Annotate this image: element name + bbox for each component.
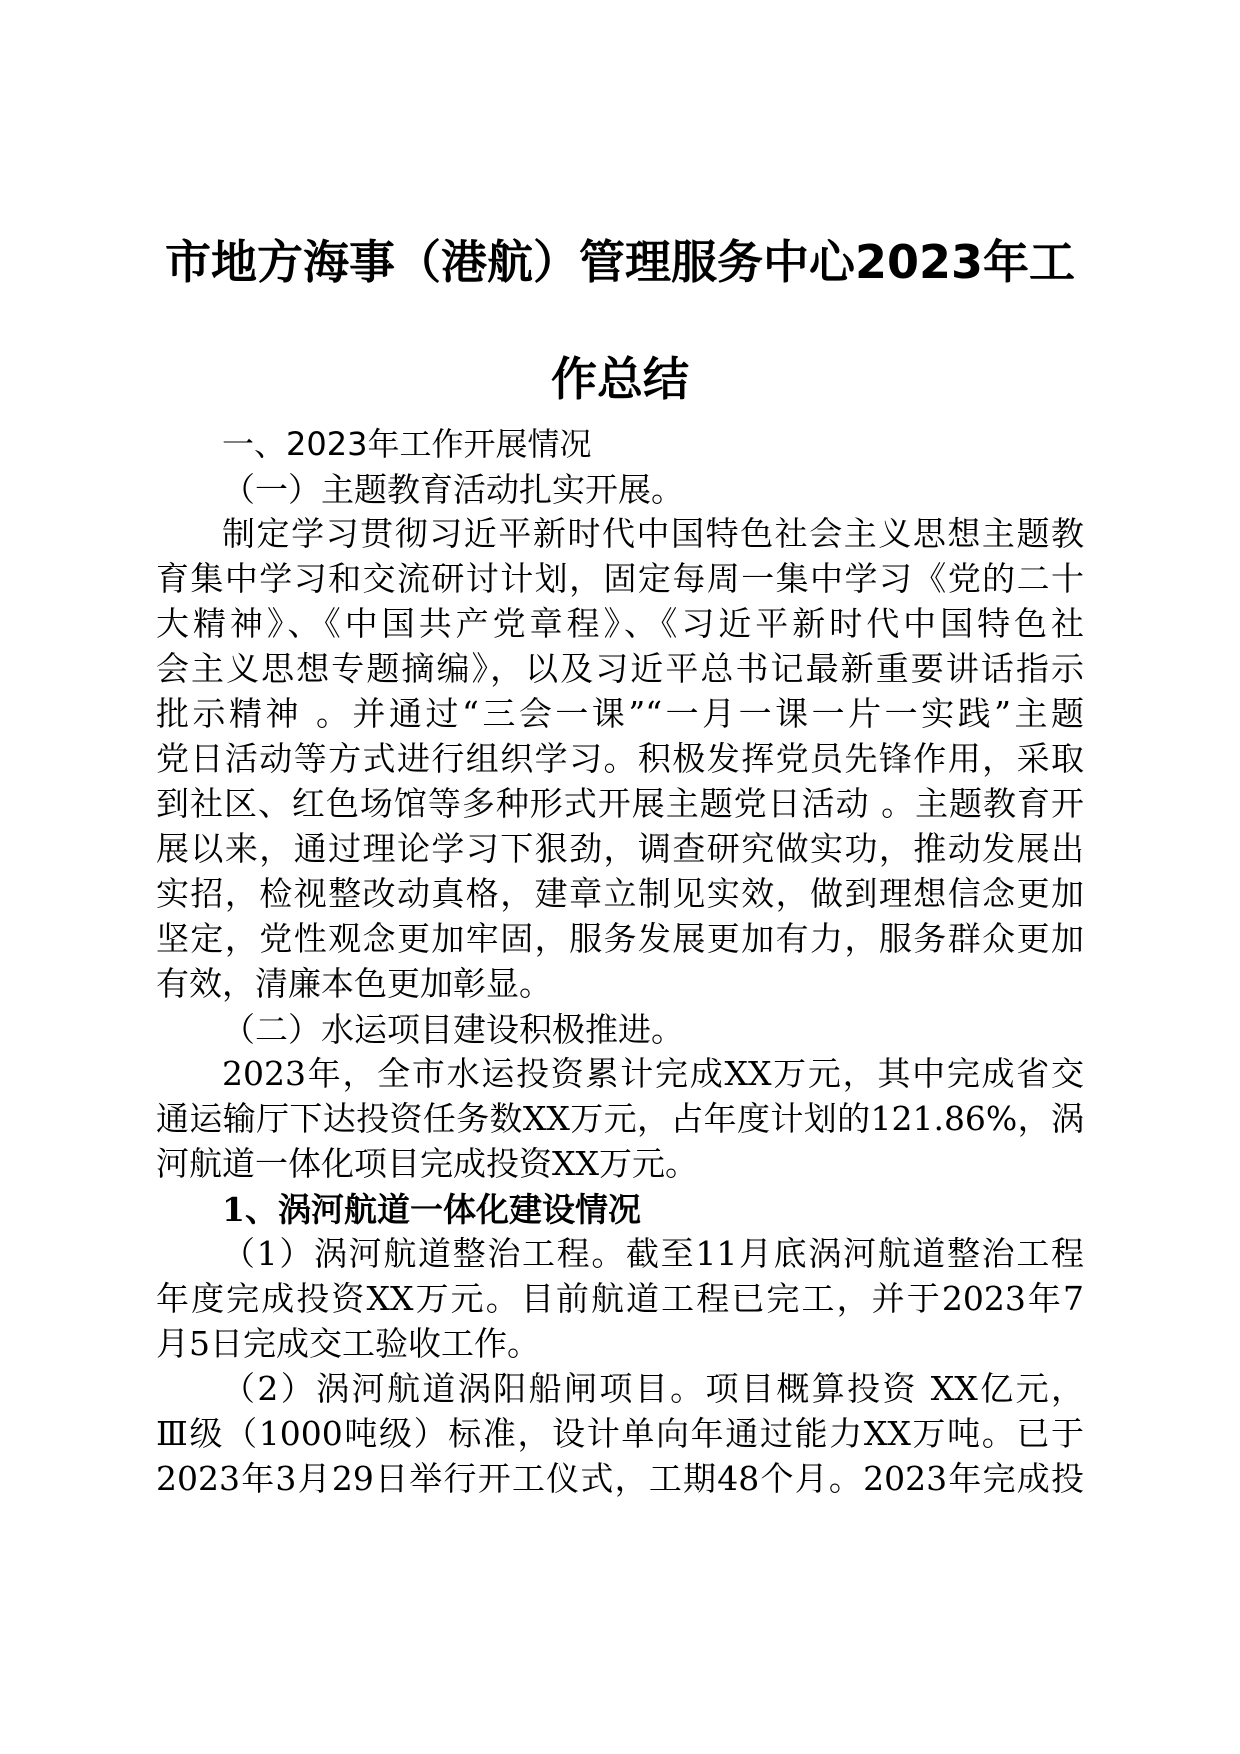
paragraph-line: 到社区、红色场馆等多种形式开展主题党日活动 。主题教育开 — [156, 784, 1084, 823]
paragraph-line: 展以来，通过理论学习下狠劲，调查研究做实功，推动发展出 — [156, 829, 1084, 868]
paragraph-line: 会主义思想专题摘编》，以及习近平总书记最新重要讲话指示 — [156, 649, 1084, 688]
paragraph-line: 有效，清廉本色更加彰显。 — [156, 964, 552, 1003]
paragraph-line: 实招，检视整改动真格，建章立制见实效，做到理想信念更加 — [156, 874, 1084, 913]
paragraph-line: 制定学习贯彻习近平新时代中国特色社会主义思想主题教 — [222, 514, 1084, 553]
paragraph-line: 月5日完成交工验收工作。 — [156, 1324, 540, 1363]
paragraph-line: 党日活动等方式进行组织学习。积极发挥党员先锋作用，采取 — [156, 739, 1084, 778]
document-title-line-1: 市地方海事（港航）管理服务中心2023年工 — [164, 235, 1076, 289]
paragraph-line: 年度完成投资XX万元。目前航道工程已完工，并于2023年7 — [156, 1279, 1084, 1318]
paragraph-line: Ⅲ级（1000吨级）标准，设计单向年通过能力XX万吨。已于 — [156, 1414, 1084, 1453]
paragraph-line: 2023年3月29日举行开工仪式，工期48个月。2023年完成投 — [156, 1459, 1084, 1498]
paragraph-line: 2023年，全市水运投资累计完成XX万元，其中完成省交 — [222, 1054, 1084, 1093]
paragraph-line: 育集中学习和交流研讨计划，固定每周一集中学习《党的二十 — [156, 559, 1084, 598]
document-title-line-2: 作总结 — [551, 352, 689, 406]
section-heading: 一、2023年工作开展情况 — [222, 425, 592, 463]
paragraph-line: 批示精神 。并通过“三会一课”“一月一课一片一实践”主题 — [156, 694, 1084, 733]
paragraph-line: （2）涡河航道涡阳船闸项目。项目概算投资 XX亿元， — [222, 1369, 1084, 1408]
paragraph-line: （1）涡河航道整治工程。截至11月底涡河航道整治工程 — [222, 1234, 1084, 1273]
subsection-heading: （二）水运项目建设积极推进。 — [222, 1010, 684, 1049]
paragraph-line: 大精神》、《中国共产党章程》、《习近平新时代中国特色社 — [156, 604, 1084, 643]
paragraph-line: 坚定，党性观念更加牢固，服务发展更加有力，服务群众更加 — [156, 919, 1084, 958]
item-heading: 1、涡河航道一体化建设情况 — [222, 1190, 641, 1229]
paragraph-line: 河航道一体化项目完成投资XX万元。 — [156, 1144, 698, 1183]
paragraph-line: 通运输厅下达投资任务数XX万元，占年度计划的121.86%，涡 — [156, 1099, 1084, 1138]
subsection-heading: （一）主题教育活动扎实开展。 — [222, 470, 684, 509]
